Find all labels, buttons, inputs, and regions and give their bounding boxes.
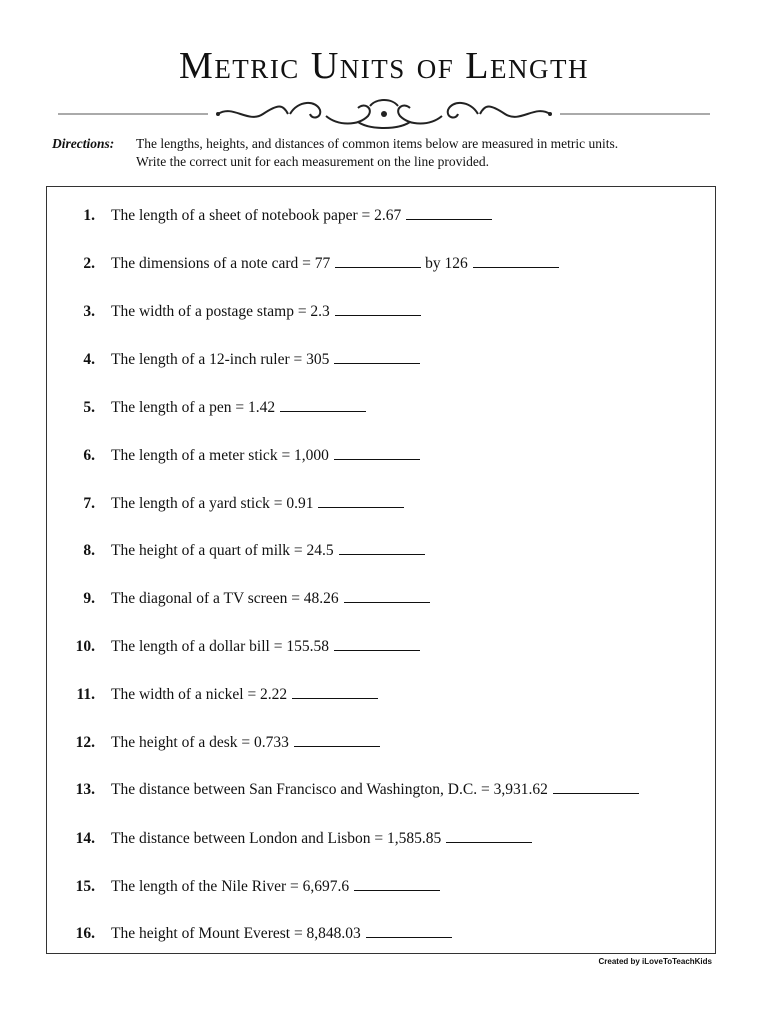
answer-blank[interactable]	[339, 540, 425, 555]
credit-text: Created by iLoveToTeachKids	[598, 957, 712, 966]
question-2	[47, 253, 707, 273]
answer-blank[interactable]	[318, 493, 404, 508]
question-text: The dimensions of a note card = 77	[111, 255, 331, 272]
question-number: 8.	[83, 542, 95, 559]
question-number: 13.	[75, 781, 95, 798]
question-3	[47, 301, 707, 321]
directions-line-2: Write the correct unit for each measurement on the line provided.	[136, 154, 489, 169]
question-16	[47, 923, 707, 943]
question-text: The height of a desk = 0.733	[111, 734, 289, 751]
question-text: The length of a yard stick = 0.91	[111, 495, 314, 512]
question-text: The width of a nickel = 2.22	[111, 686, 288, 703]
answer-blank[interactable]	[406, 205, 492, 220]
question-14	[47, 828, 707, 848]
question-number: 11.	[76, 686, 95, 703]
question-text: The height of Mount Everest = 8,848.03	[111, 925, 361, 942]
answer-blank[interactable]	[334, 445, 420, 460]
question-10	[47, 636, 707, 656]
answer-blank[interactable]	[335, 253, 421, 268]
question-8	[47, 540, 707, 560]
directions	[52, 135, 732, 171]
question-text: The length of a 12-inch ruler = 305	[111, 351, 330, 368]
questions-box	[46, 186, 716, 954]
answer-blank[interactable]	[354, 876, 440, 891]
question-text: The length of a sheet of notebook paper = 2.67	[111, 207, 402, 224]
question-number: 1.	[83, 207, 95, 224]
question-number: 4.	[83, 351, 95, 368]
question-number: 16.	[75, 925, 95, 942]
question-text: The length of a meter stick = 1,000	[111, 447, 329, 464]
question-number: 2.	[83, 255, 95, 272]
question-text: The length of a dollar bill = 155.58	[111, 638, 329, 655]
question-text: The height of a quart of milk = 24.5	[111, 542, 334, 559]
answer-blank[interactable]	[335, 301, 421, 316]
question-number: 5.	[83, 399, 95, 416]
question-text: The distance between London and Lisbon = 1,585.85	[111, 830, 442, 847]
answer-blank[interactable]	[344, 588, 430, 603]
question-9	[47, 588, 707, 608]
question-number: 14.	[75, 830, 95, 847]
question-extra-text: by 126	[425, 255, 468, 272]
question-number: 9.	[83, 590, 95, 607]
answer-blank[interactable]	[292, 684, 378, 699]
question-text: The diagonal of a TV screen = 48.26	[111, 590, 339, 607]
question-text: The distance between San Francisco and Washington, D.C. = 3,931.62	[111, 781, 548, 798]
question-number: 10.	[75, 638, 95, 655]
question-text: The width of a postage stamp = 2.3	[111, 303, 330, 320]
question-number: 12.	[75, 734, 95, 751]
answer-blank[interactable]	[280, 397, 366, 412]
directions-text	[136, 135, 726, 171]
question-text: The length of a pen = 1.42	[111, 399, 276, 416]
question-4	[47, 349, 707, 369]
page-title: Metric Units of Length	[179, 45, 589, 87]
question-1	[47, 205, 707, 225]
answer-blank[interactable]	[334, 349, 420, 364]
answer-blank[interactable]	[294, 732, 380, 747]
answer-blank-2[interactable]	[473, 253, 559, 268]
question-number: 6.	[83, 447, 95, 464]
answer-blank[interactable]	[553, 779, 639, 794]
question-15	[47, 876, 707, 896]
question-7	[47, 493, 707, 513]
directions-line-1: The lengths, heights, and distances of common items below are measured in metric units.	[136, 136, 619, 151]
answer-blank[interactable]	[334, 636, 420, 651]
directions-label: Directions:	[52, 136, 115, 151]
question-number: 3.	[83, 303, 95, 320]
question-6	[47, 445, 707, 465]
answer-blank[interactable]	[366, 923, 452, 938]
question-13	[47, 779, 707, 799]
question-11	[47, 684, 707, 704]
decorative-flourish-divider	[58, 96, 710, 132]
question-5	[47, 397, 707, 417]
question-12	[47, 732, 707, 752]
question-text: The length of the Nile River = 6,697.6	[111, 878, 350, 895]
question-number: 15.	[75, 878, 95, 895]
question-number: 7.	[83, 495, 95, 512]
answer-blank[interactable]	[446, 828, 532, 843]
